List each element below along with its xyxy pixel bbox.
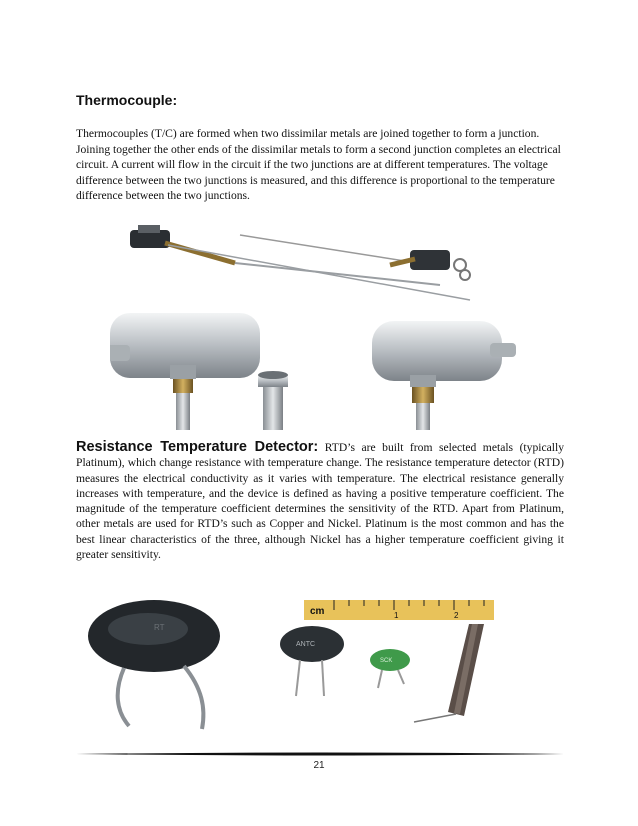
ruler-tick-2: 2: [454, 611, 459, 620]
green-thermistor: [370, 649, 410, 688]
small-thermistor: [280, 626, 344, 696]
thermocouple-photo: [110, 225, 520, 430]
rtd-paragraph: RTD’s are built from selected metals (typically Platinum), which change resistance with temperature change. The resistance temperature detector (RTD) measures the electrical conductivity as it varies with temperature. The electrical resistance generally increases with temperature, and the device is defined as having a positive temperature coefficient. The magnitude of the temperature coefficient determines the sensitivity of the RTD. Apart from Platinum, other metals are used for RTD’s such as Copper and Nickel. Platinum is the most common and has the best linear characteristics of the three, although Nickel has a higher temperature coefficient giving it greater sensitivity.: [76, 441, 565, 562]
cylindrical-rtd: [414, 624, 484, 722]
rtd-section: [76, 440, 564, 562]
thermocouple-heading: Thermocouple:: [76, 92, 178, 108]
rtd-photo: [84, 596, 504, 731]
disk2-label: ANTC: [296, 641, 316, 648]
rtd-heading: Resistance Temperature Detector:: [76, 439, 319, 455]
probe-head-left: [110, 313, 260, 430]
ruler-tick-1: 1: [394, 611, 399, 620]
thermocouple-paragraph: Thermocouples (T/C) are formed when two dissimilar metals are joined together to form a junction. Joining together the other ends of the dissimilar metals to form a second junction completes an electrical circuit. A current will flow in the circuit if the two junctions are at different temperatures. The voltage difference between the two junctions is measured, and this difference is proportional to the temperature difference between the two junctions.: [76, 127, 561, 202]
probe-head-right: [372, 321, 516, 430]
footer-rule: [76, 752, 564, 756]
page-number: 21: [313, 760, 325, 771]
probe-right-upper: [240, 235, 470, 280]
thermowell: [258, 371, 288, 430]
ruler: [304, 600, 494, 620]
large-disk-sensor: [88, 600, 220, 729]
disk1-label: RT: [154, 623, 165, 632]
disk3-label: SCK: [380, 658, 393, 664]
ruler-unit: cm: [310, 606, 325, 617]
